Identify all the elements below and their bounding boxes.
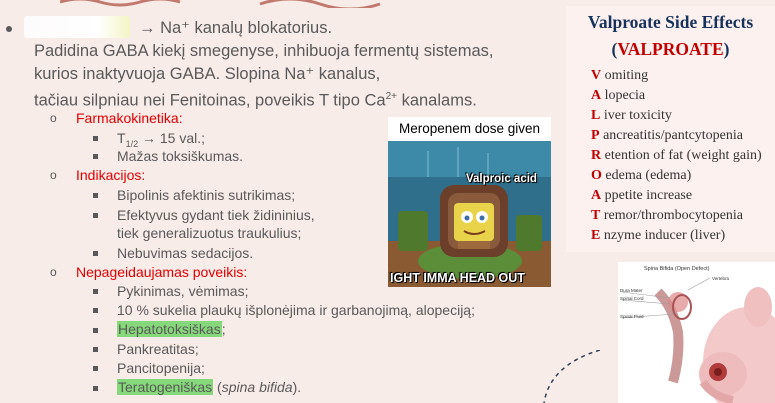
list-square [93, 308, 98, 313]
diagram-label-vertebra: Vertebra [712, 276, 730, 281]
list-square [93, 366, 98, 371]
mechanism-line-1: Padidina GABA kiekį smegenyse, inhibuoja fermentų sistemas, [34, 42, 494, 60]
intro-line: → Na⁺ kanalų blokatorius. [139, 19, 333, 37]
mnemonic-item: V omiting [591, 68, 649, 83]
list-square [93, 213, 98, 218]
meme-label-top: Valproic acid [466, 173, 537, 185]
spina-bifida-diagram [618, 262, 775, 403]
meme-label-bottom: IGHT IMMA HEAD OUT [390, 271, 525, 285]
diagram-label-dura: Dura Mater [620, 288, 643, 293]
main-bullet-dot [6, 26, 12, 32]
side-effect-item-3: Hepatotoksiškas; [118, 321, 226, 337]
half-life-item: $T_{1/2} \to 15$ val.; [117, 130, 205, 149]
mnemonic-item: O edema (edema) [591, 168, 692, 183]
mnemonic-item: R etention of fat (weight gain) [591, 148, 762, 163]
farmakokinetika-heading: Farmakokinetika: [76, 110, 183, 126]
list-square [93, 251, 98, 256]
meme-image [388, 141, 551, 287]
list-square [93, 154, 98, 159]
highlight-teratogenic: Teratogeniškas [118, 379, 213, 395]
highlight-hepatotoxic: Hepatotoksiškas [118, 321, 221, 337]
mechanism-line-3: tačiau silpniau nei Fenitoinas, poveikis T tipo $Ca^{2+}$ kanalams. [34, 91, 477, 110]
indication-item-1: Bipolinis afektinis sutrikimas; [117, 187, 296, 203]
list-square [93, 386, 98, 391]
list-square [93, 289, 98, 294]
list-square [93, 193, 98, 198]
mnemonic-title: Valproate Side Effects [587, 12, 754, 32]
valproate-mnemonic-panel [566, 6, 775, 252]
mechanism-line-2: kurios inaktyvuoja GABA. Slopina Na⁺ kanalus, [34, 65, 381, 83]
meme-illustration [388, 141, 551, 287]
redacted-drug-name [24, 16, 130, 38]
toxicity-item: Mažas toksiškumas. [117, 148, 244, 164]
side-effect-item-1: Pykinimas, vėmimas; [117, 283, 249, 299]
side-effect-item-2: 10 % sukelia plaukų išplonėjima ir garbanojimą, alopeciją; [117, 302, 475, 318]
spina-bifida-illustration [618, 262, 775, 403]
meme-caption: Meropenem dose given [388, 117, 551, 141]
section-marker: o [50, 265, 57, 279]
mnemonic-item: E nzyme inducer (liver) [591, 228, 726, 243]
mnemonic-item: L iver toxicity [591, 108, 672, 123]
list-square [93, 328, 98, 333]
section-marker: o [50, 111, 57, 125]
mnemonic-subtitle: (VALPROATE) [611, 39, 730, 59]
list-square [93, 347, 98, 352]
decorative-arc [540, 350, 600, 403]
side-effect-item-6: Teratogeniškas (spina bifida). [118, 379, 302, 395]
mnemonic-item: A ppetite increase [591, 188, 693, 203]
indication-item-2b: tiek generalizuotus traukulius; [117, 225, 302, 241]
indication-item-3: Nebuvimas sedacijos. [117, 245, 254, 261]
mnemonic-item: A lopecia [591, 88, 646, 103]
diagram-label-cord: Spinal Cord [620, 296, 644, 301]
top-decoration [60, 0, 440, 8]
side-effect-item-4: Pankreatitas; [117, 341, 199, 357]
indikacijos-heading: Indikacijos: [76, 167, 146, 183]
diagram-title: Spina Bifida (Open Defect) [644, 266, 710, 272]
indication-item-2a: Efektyvus gydant tiek židininius, [117, 207, 315, 223]
list-square [93, 136, 98, 141]
poveikis-heading: Nepageidaujamas poveikis: [76, 264, 248, 280]
mnemonic-item: P ancreatitis/pantcytopenia [591, 128, 744, 143]
diagram-label-fluid: Spinal Fluid [620, 314, 644, 319]
section-marker: o [50, 168, 57, 182]
side-effect-item-5: Pancitopenija; [117, 360, 205, 376]
mnemonic-item: T remor/thrombocytopenia [591, 208, 744, 223]
